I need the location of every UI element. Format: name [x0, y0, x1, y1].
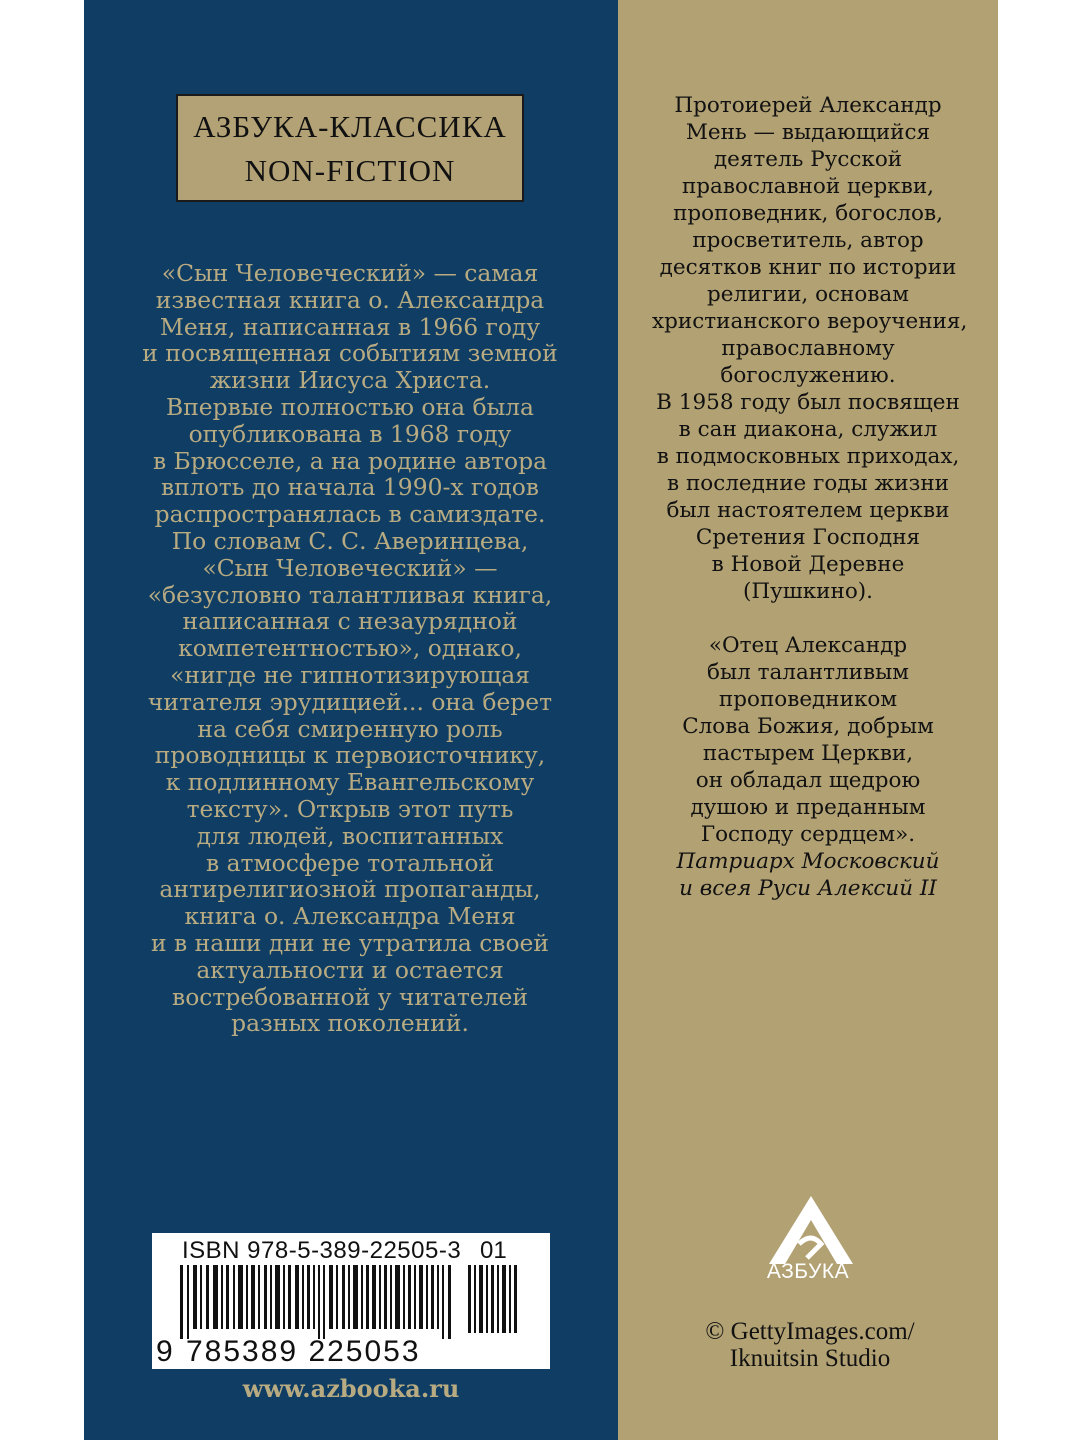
- series-title: АЗБУКА-КЛАССИКА: [193, 109, 507, 144]
- bio-line: православному: [721, 336, 895, 361]
- ean-digits: 785389 225053: [186, 1335, 421, 1368]
- series-label: [176, 94, 524, 202]
- bio-line: в последние годы жизни: [667, 471, 949, 496]
- credit-line: Iknuitsin Studio: [729, 1345, 891, 1372]
- annotation-line: компетентностью», однако,: [178, 634, 522, 663]
- bio-line: просветитель, автор: [692, 228, 924, 253]
- bio-line: Сретения Господня: [695, 525, 921, 550]
- quote-line: «Отец Александр: [708, 633, 908, 658]
- quote-line: был талантливым: [707, 660, 909, 685]
- annotation-line: к подлинному Евангельскому: [165, 768, 535, 797]
- quote-line: он обладал щедрою: [695, 768, 921, 793]
- book-annotation: [140, 260, 560, 1037]
- bio-line: деятель Русской: [713, 147, 903, 172]
- bio-line: десятков книг по истории: [659, 255, 957, 280]
- series-subtitle: NON-FICTION: [244, 153, 456, 188]
- annotation-line: читателя эрудицией... она берет: [147, 687, 553, 716]
- annotation-line: опубликована в 1968 году: [188, 419, 512, 448]
- annotation-line: написанная с незаурядной: [182, 607, 518, 636]
- publisher-logo-text: АЗБУКА: [766, 1260, 850, 1283]
- annotation-line: разных поколений.: [231, 1009, 469, 1038]
- photo-credit: [640, 1318, 980, 1372]
- barcode: [152, 1233, 550, 1369]
- quote-attribution: и всея Руси Алексий II: [679, 876, 937, 901]
- annotation-line: книга о. Александра Меня: [184, 902, 516, 931]
- annotation-line: «Сын Человеческий» — самая: [161, 259, 539, 287]
- bio-line: Мень — выдающийся: [685, 120, 931, 145]
- bio-line: был настоятелем церкви: [666, 498, 950, 523]
- bio-line: в Новой Деревне: [711, 552, 905, 577]
- annotation-line: Меня, написанная в 1966 году: [159, 312, 541, 341]
- annotation-line: в атмосфере тотальной: [205, 848, 495, 877]
- bio-line: Протоиерей Александр: [674, 93, 942, 118]
- bio-line: православной церкви,: [681, 174, 935, 199]
- annotation-line: в Брюсселе, а на родине автора: [152, 446, 548, 475]
- bio-line: религии, основам: [707, 282, 909, 307]
- annotation-line: «нигде не гипнотизирующая: [170, 660, 530, 689]
- credit-line: © GettyImages.com/: [705, 1318, 915, 1345]
- bio-line: в сан диакона, служил: [678, 417, 938, 442]
- annotation-line: вплоть до начала 1990-х годов: [161, 473, 539, 502]
- bio-line: В 1958 году был посвящен: [656, 390, 960, 415]
- annotation-line: По словам С. С. Аверинцева,: [171, 526, 529, 555]
- annotation-line: известная книга о. Александра: [155, 285, 545, 314]
- bio-line: проповедник, богослов,: [673, 201, 943, 226]
- annotation-line: антирелигиозной пропаганды,: [159, 875, 541, 904]
- annotation-line: на себя смиренную роль: [197, 714, 503, 743]
- bio-line: (Пушкино).: [742, 579, 874, 604]
- annotation-line: тексту». Открыв этот путь: [186, 794, 514, 823]
- author-bio: [652, 92, 968, 902]
- isbn-addon-code: 01: [480, 1237, 507, 1264]
- annotation-line: востребованной у читателей: [172, 982, 528, 1011]
- isbn-number: ISBN 978-5-389-22505-3: [182, 1237, 462, 1264]
- quote-line: проповедником: [718, 687, 898, 712]
- annotation-line: проводницы к первоисточнику,: [154, 741, 546, 770]
- section-gap: [652, 605, 964, 632]
- quote-line: Господу сердцем».: [700, 822, 916, 847]
- bio-line: богослужению.: [720, 363, 896, 388]
- quote-attribution: Патриарх Московский: [676, 849, 940, 874]
- annotation-line: «Сын Человеческий» —: [202, 553, 498, 582]
- quote-line: душою и преданным: [690, 795, 926, 820]
- quote-line: Слова Божия, добрым: [682, 714, 934, 739]
- annotation-line: распространялась в самиздате.: [154, 500, 546, 529]
- annotation-line: жизни Иисуса Христа.: [209, 366, 491, 395]
- annotation-line: Впервые полностью она была: [166, 392, 534, 421]
- bio-line: христианского вероучения,: [652, 309, 968, 334]
- publisher-website: www.azbooka.ru: [242, 1374, 460, 1403]
- annotation-line: и посвященная событиям земной: [142, 339, 558, 368]
- annotation-line: «безусловно талантливая книга,: [147, 580, 553, 609]
- annotation-line: актуальности и остается: [196, 955, 504, 984]
- bio-line: в подмосковных приходах,: [656, 444, 960, 469]
- quote-line: пастырем Церкви,: [702, 741, 914, 766]
- annotation-line: и в наши дни не утратила своей: [151, 928, 549, 957]
- annotation-line: для людей, воспитанных: [196, 821, 504, 850]
- ean-prefix-digit: 9: [156, 1335, 173, 1368]
